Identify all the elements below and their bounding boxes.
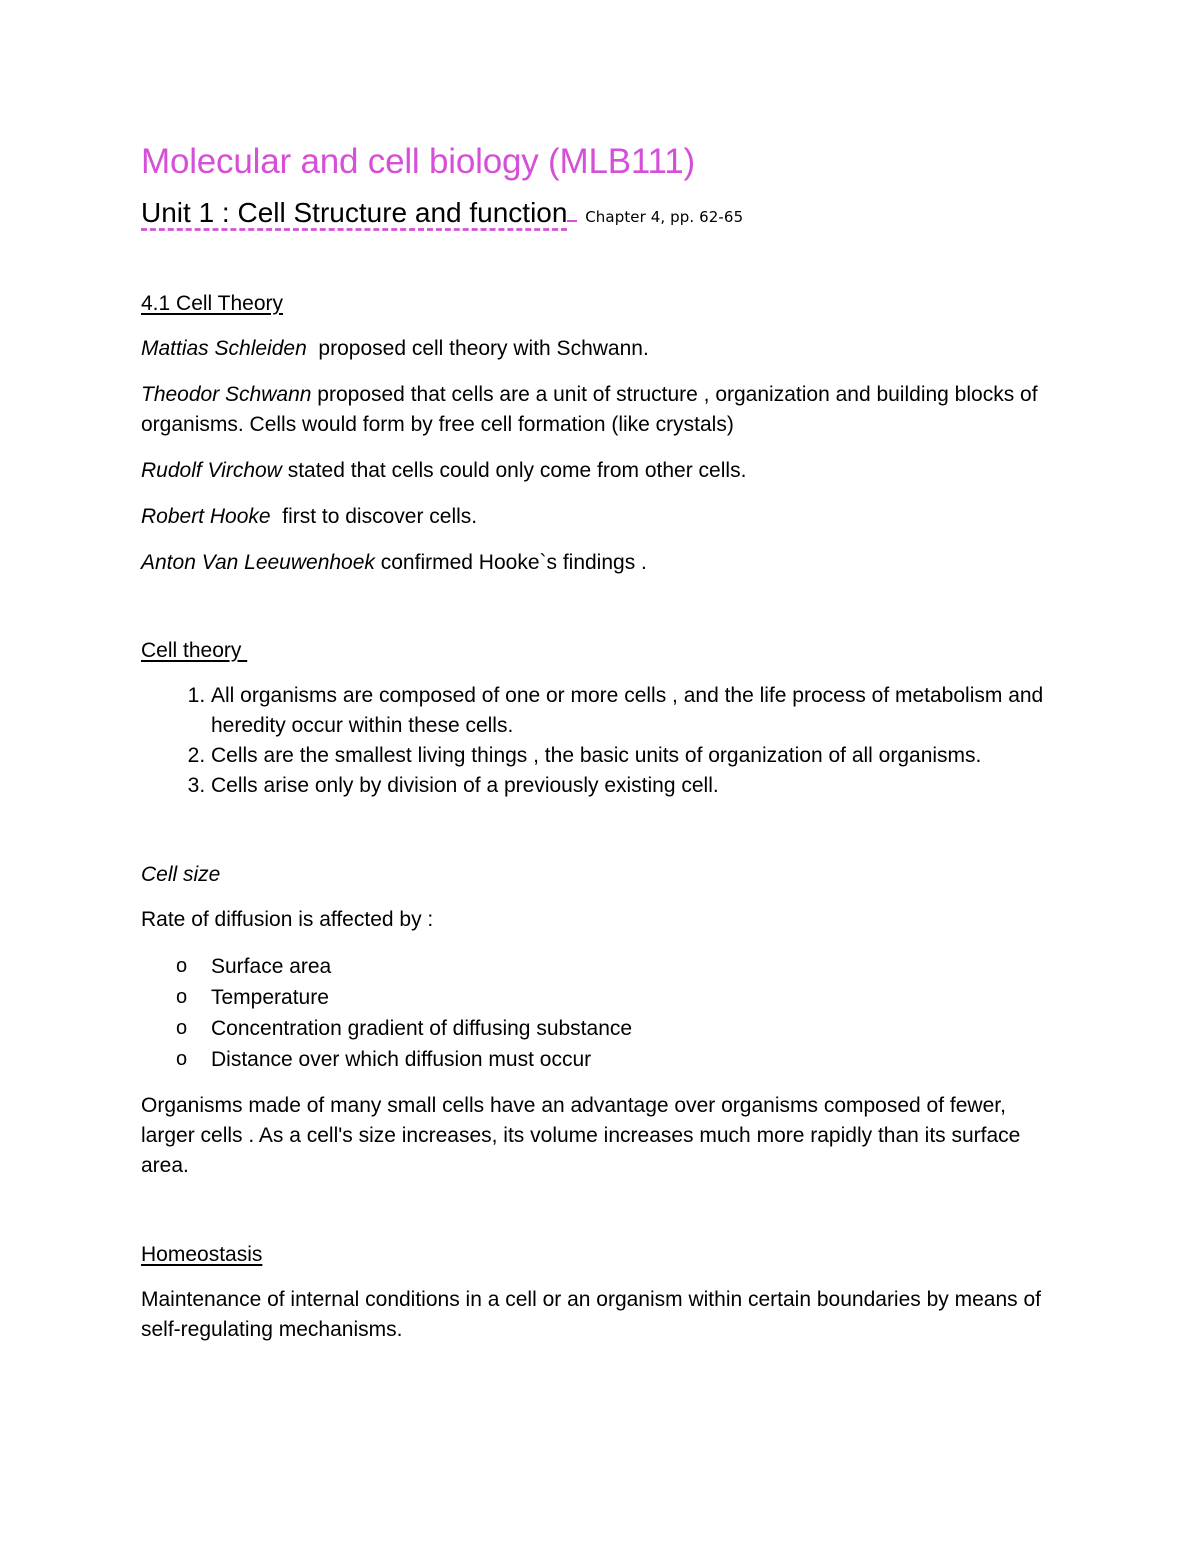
document-title: Molecular and cell biology (MLB111): [141, 142, 695, 181]
list-item: 1. All organisms are composed of one or more cells , and the life process of metabolism and heredity occur within these cells.: [211, 681, 1061, 741]
scientist-name: Robert Hooke: [141, 505, 271, 528]
scientist-contribution: proposed that cells are a unit of structure , organization and building blocks of organisms. Cells would form by free cell formation (like crystals): [141, 383, 1044, 436]
scientist-contribution: confirmed Hooke`s findings .: [374, 551, 647, 574]
scientist-name: Anton Van Leeuwenhoek: [141, 551, 375, 574]
section-heading: Homeostasis: [141, 1243, 263, 1266]
list-item: [141, 1013, 1061, 1044]
factor-text: Temperature: [211, 986, 329, 1009]
list-item: 3. Cells arise only by division of a previously existing cell.: [211, 771, 1061, 801]
scientist-contribution: first to discover cells.: [270, 505, 478, 528]
chapter-reference: Chapter 4, pp. 62-65: [585, 208, 744, 226]
diffusion-factors-list: [141, 951, 1061, 1075]
list-item: 2. Cells are the smallest living things , the basic units of organization of all organisms.: [211, 741, 1061, 771]
cell-size-conclusion: Organisms made of many small cells have an advantage over organisms composed of fewer, larger cells . As a cell's size increases, its volume increases much more rapidly than its surface area.: [141, 1094, 1021, 1177]
circle-bullet-icon: o: [176, 955, 188, 977]
diffusion-intro: Rate of diffusion is affected by :: [141, 908, 434, 931]
circle-bullet-icon: o: [176, 1017, 188, 1039]
section-cell-theory-history: [141, 290, 1061, 578]
scientist-name: Theodor Schwann: [141, 383, 312, 406]
circle-bullet-icon: o: [176, 1048, 188, 1070]
document-page: [141, 140, 1061, 1345]
unit-title: Unit 1 : Cell Structure and function: [141, 197, 568, 228]
factor-text: Concentration gradient of diffusing substance: [211, 1017, 633, 1040]
history-entry: [141, 334, 1061, 364]
scientist-contribution: proposed cell theory with Schwann.: [306, 337, 649, 360]
section-cell-theory: [141, 637, 1061, 801]
section-homeostasis: [141, 1241, 1061, 1345]
history-entry: [141, 502, 1061, 532]
unit-heading: [141, 194, 1061, 235]
history-entry: [141, 380, 1061, 440]
section-heading: Cell size: [141, 863, 221, 886]
cell-theory-list: [141, 681, 1061, 801]
history-entry: [141, 548, 1061, 578]
scientist-contribution: stated that cells could only come from other cells.: [281, 459, 747, 482]
history-entry: [141, 456, 1061, 486]
scientist-name: Rudolf Virchow: [141, 459, 282, 482]
list-item: [141, 982, 1061, 1013]
homeostasis-definition: Maintenance of internal conditions in a cell or an organism within certain boundaries by means of self-regulating mechanisms.: [141, 1288, 1042, 1341]
list-item: [141, 951, 1061, 982]
factor-text: Surface area: [211, 955, 332, 978]
factor-text: Distance over which diffusion must occur: [211, 1048, 592, 1071]
section-heading: Cell theory: [141, 639, 248, 662]
unit-underline-tail: [567, 194, 577, 222]
scientist-name: Mattias Schleiden: [141, 337, 307, 360]
section-cell-size: [141, 861, 1061, 1181]
circle-bullet-icon: o: [176, 986, 188, 1008]
section-heading: 4.1 Cell Theory: [141, 292, 284, 315]
list-item: [141, 1044, 1061, 1075]
